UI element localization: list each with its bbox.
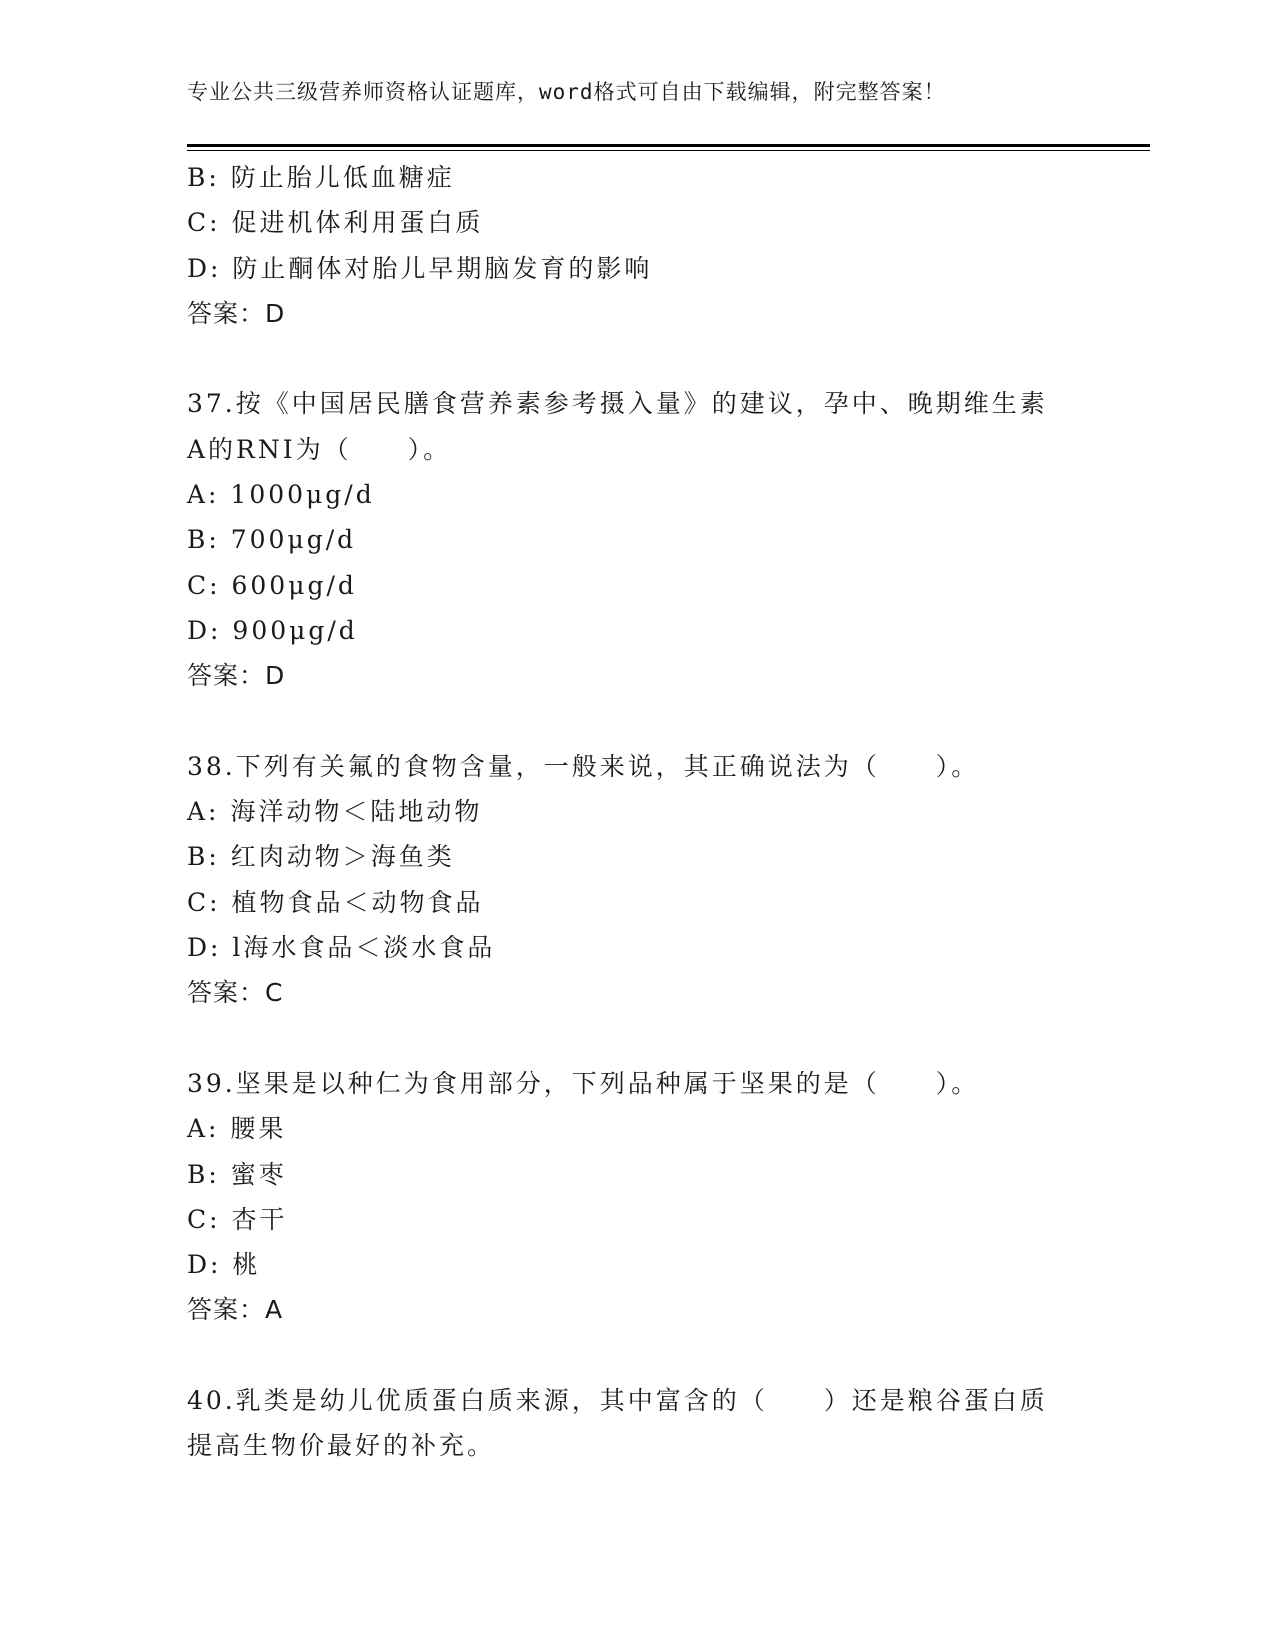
option-b: B: 700μg/d [187,525,357,555]
question-38 [187,744,1087,1016]
spacer [187,699,1087,744]
header-rule-thin [187,150,1150,151]
option-b: B: 防止胎儿低血糖症 [187,163,455,192]
question-stem-cont: A的RNI为（ ）。 [187,434,452,464]
question-36-continued [187,155,1087,336]
option-c: C: 杏干 [187,1204,288,1234]
question-content [187,155,1087,1469]
answer: 答案：D [187,661,286,691]
option-a: A: 腰果 [187,1114,287,1144]
header-rule-thick [187,144,1150,147]
option-d: D: l海水食品＜淡水食品 [187,933,496,963]
question-stem: 40.乳类是幼儿优质蛋白质来源，其中富含的（ ）还是粮谷蛋白质 [187,1386,1048,1416]
question-39 [187,1061,1087,1333]
option-d: D: 防止酮体对胎儿早期脑发育的影响 [187,253,653,283]
option-d: D: 桃 [187,1250,261,1280]
page-header: 专业公共三级营养师资格认证题库，word格式可自由下载编辑，附完整答案！ [187,80,946,104]
question-stem: 37.按《中国居民膳食营养素参考摄入量》的建议，孕中、晚期维生素 [187,389,1048,419]
option-b: B: 蜜枣 [187,1159,287,1189]
option-d: D: 900μg/d [187,615,358,645]
option-c: C: 促进机体利用蛋白质 [187,208,484,238]
spacer [187,1333,1087,1378]
answer: 答案：A [187,1295,284,1325]
option-a: A: 海洋动物＜陆地动物 [187,797,483,827]
question-40 [187,1378,1087,1469]
question-stem-cont: 提高生物价最好的补充。 [187,1431,496,1461]
answer: 答案：D [187,298,286,328]
option-b: B: 红肉动物＞海鱼类 [187,842,455,872]
answer: 答案：C [187,978,284,1008]
option-c: C: 600μg/d [187,570,357,600]
spacer [187,336,1087,381]
question-stem: 39.坚果是以种仁为食用部分，下列品种属于坚果的是（ ）。 [187,1068,980,1098]
option-c: C: 植物食品＜动物食品 [187,887,484,917]
spacer [187,1016,1087,1061]
question-37 [187,381,1087,698]
question-stem: 38.下列有关氟的食物含量，一般来说，其正确说法为（ ）。 [187,751,980,781]
option-a: A: 1000μg/d [187,480,375,510]
